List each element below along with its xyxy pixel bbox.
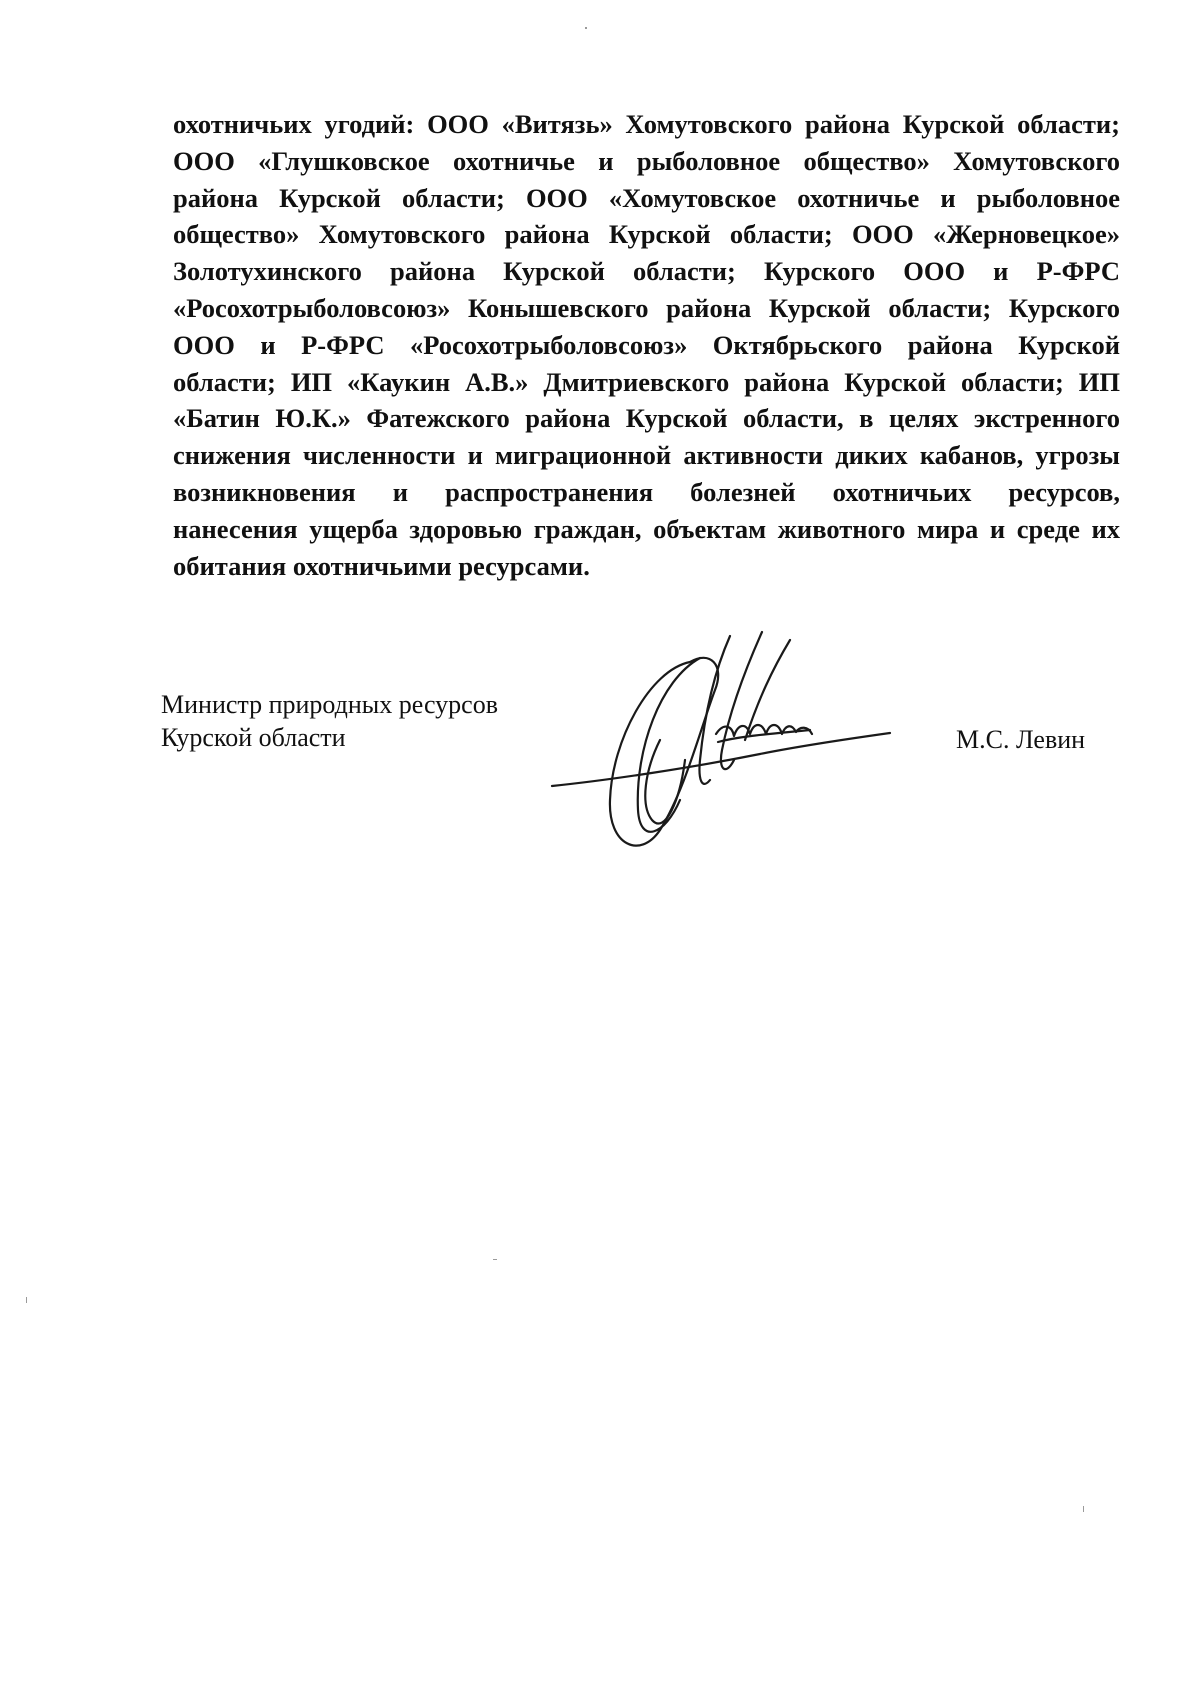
body-line-9: «Батин Ю.К.» Фатежского района Курской области, в целях экстренного (173, 403, 1120, 434)
scan-speck (493, 1259, 497, 1260)
handwritten-signature (540, 630, 900, 860)
scan-speck (585, 27, 587, 29)
scan-speck (26, 1297, 27, 1303)
signer-name: М.С. Левин (956, 725, 1086, 754)
scan-speck (1083, 1506, 1084, 1512)
body-line-5: Золотухинского района Курской области; Курского ООО и Р-ФРС (173, 256, 1120, 287)
body-line-4: общество» Хомутовского района Курской области; ООО «Жерновецкое» (173, 219, 1120, 250)
body-line-10: снижения численности и миграционной активности диких кабанов, угрозы (173, 440, 1120, 471)
body-line-6: «Росохотрыболовсоюз» Конышевского района Курской области; Курского (173, 292, 1120, 323)
signer-position-line-1: Министр природных ресурсов (161, 690, 498, 719)
body-line-2: ООО «Глушковское охотничье и рыболовное общество» Хомутовского (173, 145, 1120, 176)
signer-position (161, 688, 498, 754)
body-line-13: обитания охотничьими ресурсами. (173, 550, 590, 581)
body-line-1: охотничьих угодий: ООО «Витязь» Хомутовского района Курской области; (173, 109, 1120, 139)
body-line-11: возникновения и распространения болезней охотничьих ресурсов, (173, 476, 1120, 507)
body-line-3: района Курской области; ООО «Хомутовское охотничье и рыболовное (173, 182, 1120, 213)
document-body (173, 106, 1120, 584)
body-line-8: области; ИП «Каукин А.В.» Дмитриевского района Курской области; ИП (173, 366, 1120, 397)
signer-position-line-2: Курской области (161, 723, 346, 752)
body-line-12: нанесения ущерба здоровью граждан, объектам животного мира и среде их (173, 513, 1120, 544)
body-line-7: ООО и Р-ФРС «Росохотрыболовсоюз» Октябрьского района Курской (173, 329, 1120, 360)
